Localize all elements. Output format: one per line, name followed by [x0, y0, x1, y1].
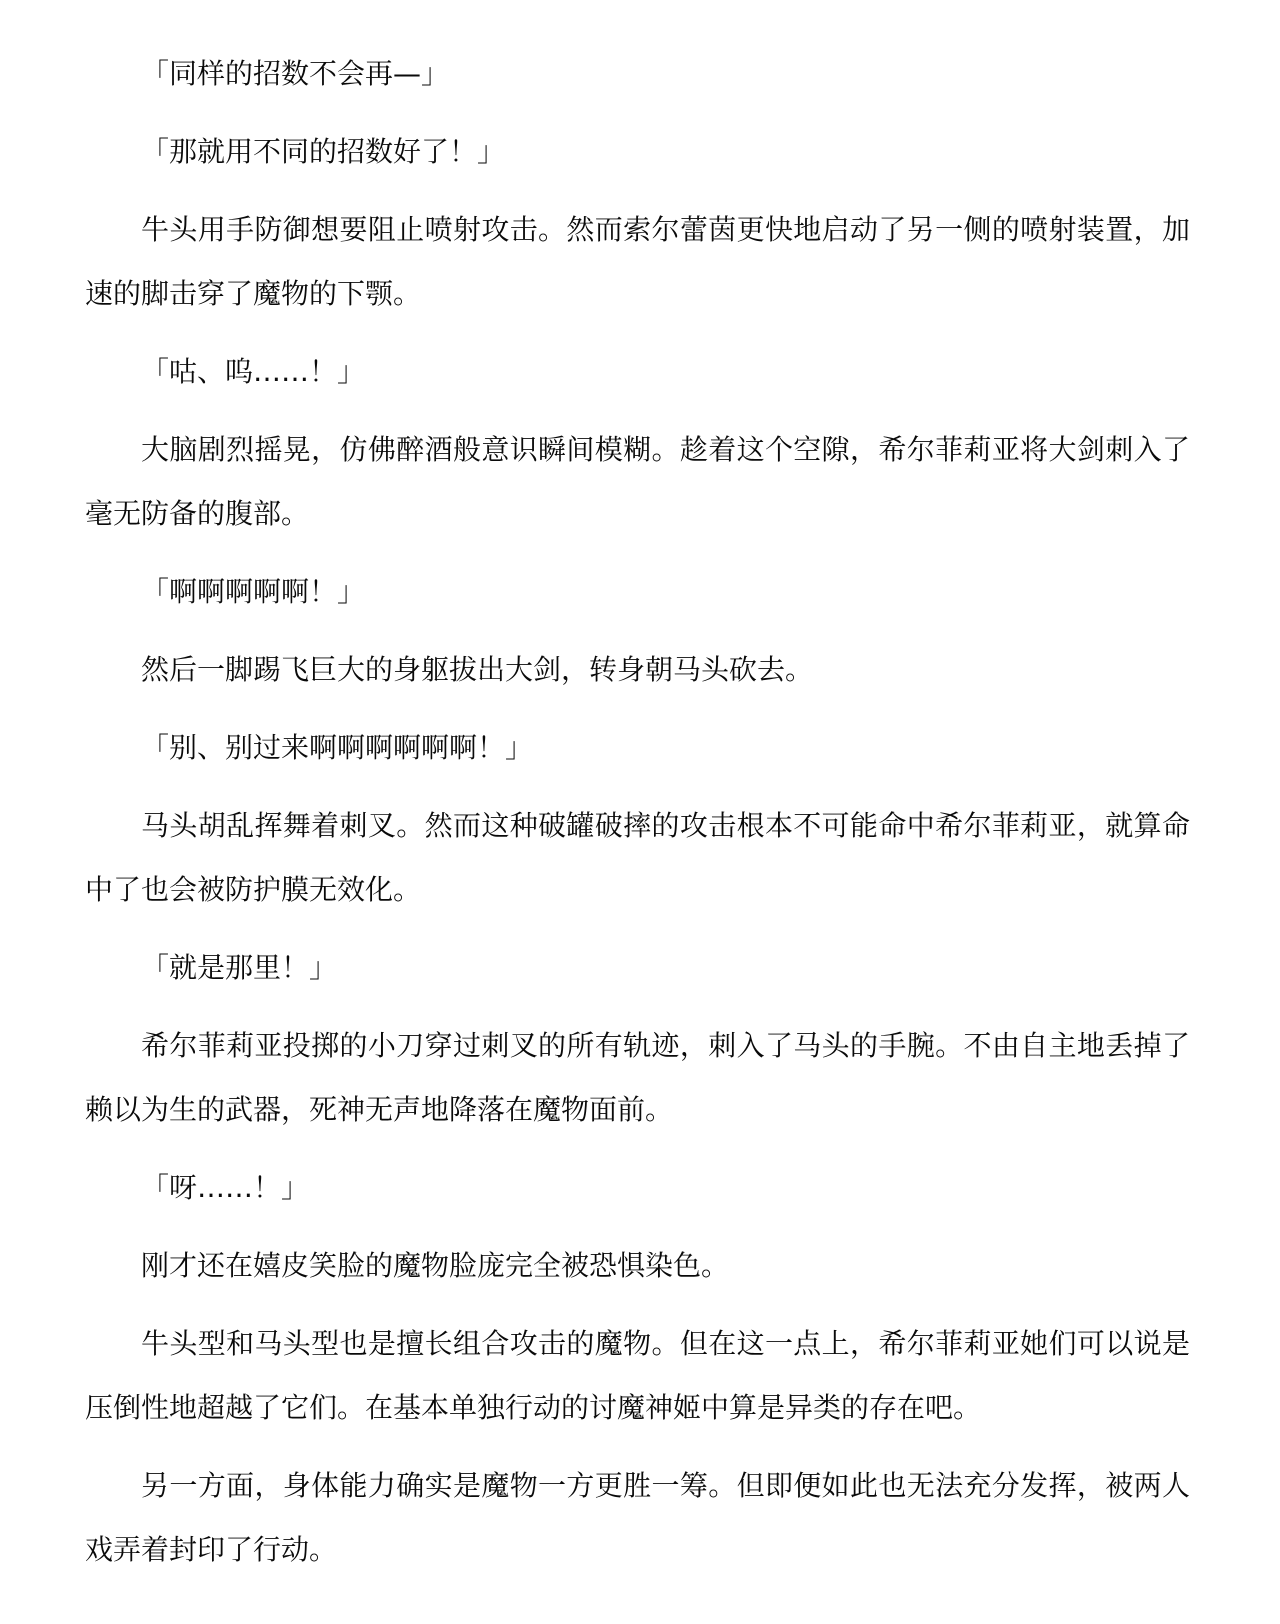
narration-paragraph: 牛头型和马头型也是擅长组合攻击的魔物。但在这一点上，希尔菲莉亚她们可以说是压倒性地超越了它们。在基本单独行动的讨魔神姬中算是异类的存在吧。	[85, 1327, 1190, 1424]
dialogue-paragraph: 「咕、呜……！」	[141, 355, 366, 388]
dialogue-paragraph: 「就是那里！」	[141, 951, 338, 984]
dialogue-paragraph: 「别、别过来啊啊啊啊啊啊！」	[141, 731, 534, 764]
narration-paragraph: 希尔菲莉亚投掷的小刀穿过刺叉的所有轨迹，刺入了马头的手腕。不由自主地丢掉了赖以为生的武器，死神无声地降落在魔物面前。	[85, 1029, 1190, 1126]
novel-text-body	[85, 42, 1190, 1582]
dialogue-paragraph: 「那就用不同的招数好了！」	[141, 135, 506, 168]
narration-paragraph: 刚才还在嬉皮笑脸的魔物脸庞完全被恐惧染色。	[141, 1249, 730, 1282]
dialogue-paragraph: 「同样的招数不会再—」	[141, 57, 450, 90]
narration-paragraph: 牛头用手防御想要阻止喷射攻击。然而索尔蕾茵更快地启动了另一侧的喷射装置，加速的脚击穿了魔物的下颚。	[85, 213, 1190, 310]
dialogue-paragraph: 「呀……！」	[141, 1171, 310, 1204]
narration-paragraph: 另一方面，身体能力确实是魔物一方更胜一筹。但即便如此也无法充分发挥，被两人戏弄着封印了行动。	[85, 1469, 1190, 1566]
narration-paragraph: 马头胡乱挥舞着刺叉。然而这种破罐破摔的攻击根本不可能命中希尔菲莉亚，就算命中了也会被防护膜无效化。	[85, 809, 1190, 906]
narration-paragraph: 然后一脚踢飞巨大的身躯拔出大剑，转身朝马头砍去。	[141, 653, 814, 686]
narration-paragraph: 大脑剧烈摇晃，仿佛醉酒般意识瞬间模糊。趁着这个空隙，希尔菲莉亚将大剑刺入了毫无防备的腹部。	[85, 433, 1190, 530]
dialogue-paragraph: 「啊啊啊啊啊！」	[141, 575, 366, 608]
